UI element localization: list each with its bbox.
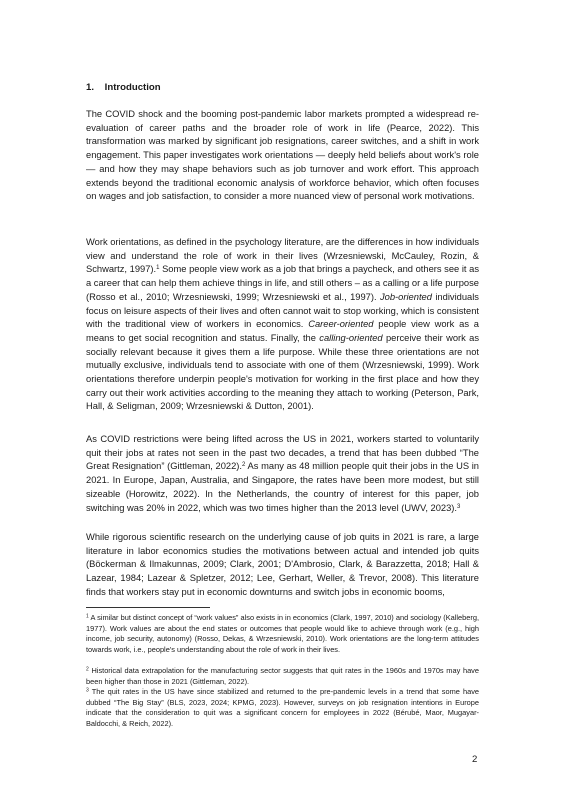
section-title: Introduction (104, 82, 161, 93)
footnote-text: The quit rates in the US have since stabilized and returned to the pre-pandemic levels in a trend that some have dubbed “The Big Stay” (BLS, 2023, 2024; KPMG, 2023). However, surveys on job resignation intentions in Europe indicate that the consideration to quit was a significant concern for employees in 2022 (Bérubé, Maor, Mugayar-Baldocchi, & Reich, 2022). (86, 687, 479, 728)
text-run: people view work as a means to get social recognition and status. Finally, the (86, 319, 479, 343)
text-run: perceive their work as socially relevant because it gives them a life purpose. While these three orientations are not mutually exclusive, individuals tend to associate with one of them (Wrzesniewski, 1999). Work orientations therefore underpin people's motivation for working in the first place and how they carry out their work activities according to the meaning they attach to working (Peterson, Park, Hall, & Seligman, 2009; Wrzesniewski & Dutton, 2001). (86, 332, 479, 412)
footnote-ref-1: 1 (156, 265, 160, 272)
paragraph-great-resignation (86, 433, 479, 515)
text-run: Work orientations, as defined in the psychology literature, are the differences in how individuals view and understand the role of work in their lives (Wrzesniewski, McCauley, Rozin, & Schwartz, 1997). (86, 237, 479, 275)
section-number: 1. (86, 82, 95, 93)
term-job-oriented: Job-oriented (379, 291, 432, 302)
section-heading (86, 82, 161, 93)
text-run: individuals focus on leisure aspects of their lives and often cannot wait to stop working, which is consistent with the traditional view of workers in economics. (86, 291, 479, 330)
footnote-mark: 1 (86, 613, 89, 620)
footnote-ref-2: 2 (242, 462, 246, 469)
footnote-1 (86, 613, 479, 655)
footnote-mark: 2 (86, 666, 89, 673)
text-run: As many as 48 million people quit their jobs in the US in 2021. In Europe, Japan, Australia, and Singapore, the rates have been more modest, but still sizeable (Horowitz, 2022). In the Netherlands, the country of interest for this paper, job switching was 20% in 2022, which was two times higher than the 2013 level (UWV, 2023). (86, 461, 479, 513)
page-number: 2 (472, 754, 478, 765)
footnote-2 (86, 666, 479, 687)
footnote-text: Historical data extrapolation for the manufacturing sector suggests that quit rates in the 1960s and 1970s may have been higher than those in 2021 (Gittleman, 2022). (86, 666, 479, 686)
footnote-mark: 3 (86, 687, 89, 694)
footnote-text: A similar but distinct concept of “work values” also exists in in economics (Clark, 1997, 2010) and sociology (Kalleberg, 1977). Work values are about the end states or outcomes that people would like to achieve through work (e.g., high income, job security, autonomy) (Rosso, Dekas, & Wrzesniewski, 2010). Work orientations are the long-term attitudes towards work, i.e., people's understanding about the role of work in their lives. (86, 613, 479, 654)
term-career-oriented: Career-oriented (308, 319, 374, 330)
paragraph-literature: While rigorous scientific research on the underlying cause of job quits in 2021 is rare, a large literature in labor economics studies the motivations between actual and intended job quits (Böckerman & Ilmakunnas, 2009; Clark, 2001; D'Ambrosio, Clark, & Barazzetta, 2018; Hall & Lazear, 1984; Lazear & Spletzer, 2012; Lee, Gerhart, Weller, & Trevor, 2008). This literature finds that workers stay put in economic downturns and switch jobs in economic booms, (86, 532, 479, 597)
footnote-ref-3: 3 (457, 503, 461, 510)
footnote-separator (86, 607, 210, 608)
term-calling-oriented: calling-oriented (319, 332, 383, 343)
text-run: Some people view work as a job that brings a paycheck, and others see it as a career that can help them achieve things in life, and still others – as a calling or a life purpose (Rosso et al., 2010; Wrzesniewski, 1999; Wrzesniewski et al., 1997). (86, 264, 479, 302)
footnote-3 (86, 687, 479, 729)
paragraph-work-orientations (86, 236, 479, 414)
paragraph-intro: The COVID shock and the booming post-pandemic labor markets prompted a widespread re-evaluation of career paths and the broader role of work in life (Pearce, 2022). This transformation was marked by significant job resignations, career switches, and a shift in work engagement. This paper investigates work orientations — deeply held beliefs about work's role — and how they may shape behaviors such as job turnover and work effort. This approach extends beyond the traditional economic analysis of workforce behavior, which often focuses on wages and job satisfaction, to consider a more nuanced view of personal work motivations. (86, 109, 479, 202)
text-run: As COVID restrictions were being lifted across the US in 2021, workers started to voluntarily quit their jobs at rates not seen in the past two decades, a trend that has been dubbed “The Great Resignation” (Gittleman, 2022). (86, 434, 479, 472)
